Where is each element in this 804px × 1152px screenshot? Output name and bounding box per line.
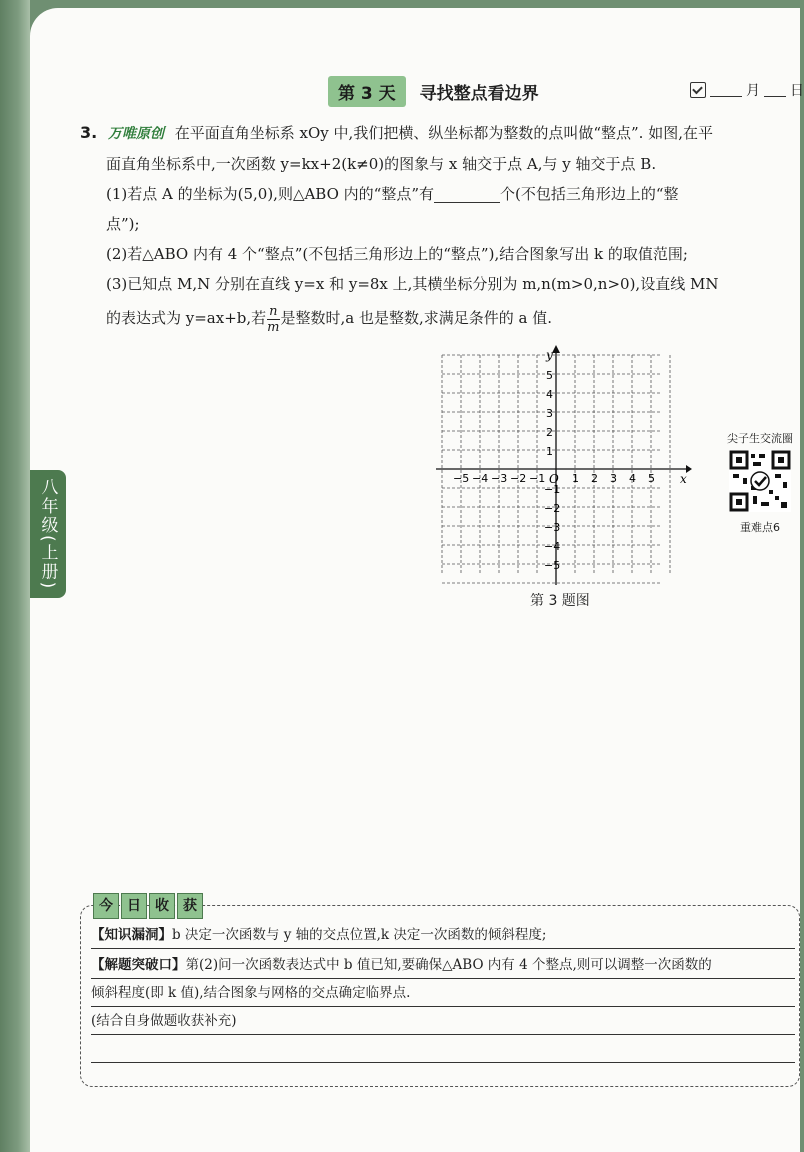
question-3: (3)已知点 M,N 分别在直线 y=x 和 y=8x 上,其横坐标分别为 m,n(m>0,n>0),设直线 MN [106,275,719,293]
answer-blank[interactable] [434,188,500,203]
grade-side-tab: 八年级(上册) [30,470,66,598]
y-tick-label: −3 [544,521,561,534]
qr-code-block[interactable] [720,430,800,535]
fraction-n-over-m: $\frac{n}{m}$ [267,303,280,335]
day-blank[interactable] [764,84,786,97]
qr-subtitle: 重难点6 [740,521,780,534]
summary-line-notes-prompt[interactable]: (结合自身做题收获补充) [91,1008,795,1035]
x-tick-label: −3 [491,472,508,485]
x-tick-label: 2 [591,472,598,485]
month-blank[interactable] [710,84,742,97]
tick-labels [453,369,655,572]
page-title: 寻找整点看边界 [419,83,539,104]
y-tick-label: 4 [546,388,553,401]
question-1-cont: 点”); [106,215,140,233]
x-axis-arrow-icon [686,465,692,473]
daily-summary-box [80,898,800,1087]
question-1: (1)若点 A 的坐标为(5,0),则△ABO 内的“整点”有 个(不包括三角形边上的“整 [106,185,679,203]
summary-tag-char: 今 [93,893,119,919]
x-tick-label: 5 [648,472,655,485]
page-header [328,76,539,106]
month-label: 月 [746,83,760,99]
y-axis-label: y [546,348,553,362]
y-tick-label: −4 [544,540,561,553]
x-tick-label: 1 [572,472,579,485]
day-badge: 第 3 天 [328,76,406,107]
summary-tag [93,893,203,919]
y-tick-label: −2 [544,502,561,515]
coordinate-grid [436,345,692,585]
x-tick-label: −1 [529,472,546,485]
summary-line-breakthrough-cont: 倾斜程度(即 k 值),结合图象与网格的交点确定临界点. [91,980,795,1007]
x-axis-label: x [680,472,687,486]
y-tick-label: −5 [544,559,561,572]
x-tick-label: −2 [510,472,527,485]
day-label: 日 [790,83,804,99]
summary-tag-char: 日 [121,893,147,919]
qr-code-icon[interactable] [729,450,791,512]
y-tick-label: 1 [546,445,553,458]
origin-label: O [549,472,559,486]
summary-line-breakthrough: 【解题突破口】第(2)问一次函数表达式中 b 值已知,要确保△ABO 内有 4 个整点,则可以调整一次函数的 [91,952,795,979]
y-tick-label: 5 [546,369,553,382]
y-axis-arrow-icon [552,345,560,353]
page-edge-decoration [0,0,30,1152]
question-3-cont: 的表达式为 y=ax+b,若 $\frac{n}{m}$ 是整数时,a 也是整数,求满足条件的 a 值. [106,303,553,335]
axes [436,345,692,585]
page-footer [600,1126,800,1152]
problem-line-1: 在平面直角坐标系 xOy 中,我们把横、纵坐标都为整数的点叫做“整点”. 如图,在平 [174,124,713,142]
brand-logo: 万唯原创 [108,126,164,142]
summary-line-knowledge-gap: 【知识漏洞】b 决定一次函数与 y 轴的交点位置,k 决定一次函数的倾斜程度; [91,922,795,949]
figure-caption: 第 3 题图 [530,593,590,609]
x-tick-label: 3 [610,472,617,485]
x-tick-label: −4 [472,472,489,485]
x-tick-label: 4 [629,472,636,485]
summary-tag-char: 收 [149,893,175,919]
y-tick-label: 2 [546,426,553,439]
qr-title: 尖子生交流圈 [727,432,793,445]
calendar-check-icon [690,82,706,98]
problem-3 [80,118,800,335]
summary-blank-line[interactable] [91,1036,795,1063]
x-tick-label: −5 [453,472,470,485]
y-tick-label: −1 [544,483,561,496]
problem-line-2: 面直角坐标系中,一次函数 y=kx+2(k≠0)的图象与 x 轴交于点 A,与 y 轴交于点 B. [106,155,657,173]
date-field [690,80,804,100]
problem-number: 3. [80,123,98,142]
summary-tag-char: 获 [177,893,203,919]
y-tick-label: 3 [546,407,553,420]
question-2: (2)若△ABO 内有 4 个“整点”(不包括三角形边上的“整点”),结合图象写出 k 的取值范围; [106,245,688,263]
